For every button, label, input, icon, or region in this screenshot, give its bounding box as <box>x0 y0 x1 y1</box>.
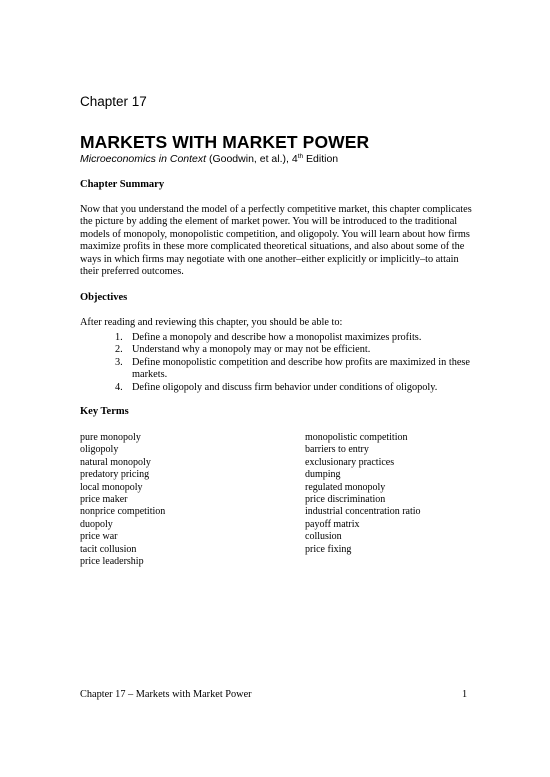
key-terms-row <box>80 519 480 531</box>
objective-number: 4. <box>115 381 123 393</box>
key-term: dumping <box>305 469 341 481</box>
summary-heading: Chapter Summary <box>80 179 165 190</box>
objective-item <box>80 382 480 394</box>
key-terms-row <box>80 457 480 469</box>
subtitle <box>80 153 338 165</box>
key-term: exclusionary practices <box>305 456 395 468</box>
key-term: payoff matrix <box>305 518 360 530</box>
key-term: nonprice competition <box>80 506 166 518</box>
objective-text: Understand why a monopoly may or may not be efficient. <box>132 344 371 356</box>
key-terms-row <box>80 506 480 518</box>
key-terms-row <box>80 531 480 543</box>
edition-superscript: th <box>297 153 304 160</box>
key-term: price discrimination <box>305 493 386 505</box>
objectives-heading: Objectives <box>80 292 128 303</box>
objective-number: 2. <box>115 344 123 356</box>
objective-item <box>80 332 480 344</box>
chapter-label: Chapter 17 <box>80 94 147 109</box>
key-terms-row <box>80 544 480 556</box>
key-term: price leadership <box>80 555 144 567</box>
key-term: barriers to entry <box>305 444 369 456</box>
page-number: 1 <box>462 689 468 700</box>
objective-item <box>80 344 480 356</box>
key-terms-list <box>80 432 480 568</box>
key-term: price maker <box>80 493 128 505</box>
page-title: MARKETS WITH MARKET POWER <box>80 132 370 152</box>
objective-text: Define oligopoly and discuss firm behavior under conditions of oligopoly. <box>132 381 438 393</box>
key-term: duopoly <box>80 518 113 530</box>
key-terms-row <box>80 556 480 568</box>
key-term: monopolistic competition <box>305 432 408 443</box>
objective-number: 1. <box>115 332 123 343</box>
footer-chapter-title: Chapter 17 – Markets with Market Power <box>80 689 252 700</box>
key-term: price war <box>80 531 118 543</box>
key-terms-row <box>80 432 480 444</box>
key-terms-row <box>80 482 480 494</box>
objective-item <box>80 357 480 382</box>
key-term: price fixing <box>305 543 352 555</box>
key-terms-row <box>80 494 480 506</box>
key-terms-heading: Key Terms <box>80 406 129 417</box>
objective-text: Define monopolistic competition and describe how profits are maximized in these markets. <box>132 356 470 381</box>
summary-text: Now that you understand the model of a perfectly competitive market, this chapter complicates the picture by adding the element of market power. You will be introduced to the traditional models of monopoly, monopolistic competition, and oligopoly. You will learn about how firms maximize profits in these more complicated theoretical situations, and also about some of the ways in which firms may negotiate with one another–either explicitly or implicitly–to attain their preferred outcomes. <box>80 204 472 278</box>
key-term: natural monopoly <box>80 456 151 468</box>
objectives-list <box>80 332 480 394</box>
key-term: regulated monopoly <box>305 481 386 493</box>
key-term: predatory pricing <box>80 469 150 481</box>
authors-edition: (Goodwin, et al.), 4 <box>208 153 298 165</box>
objective-text: Define a monopoly and describe how a monopolist maximizes profits. <box>132 332 422 343</box>
objectives-intro: After reading and reviewing this chapter, you should be able to: <box>80 317 343 328</box>
key-term: pure monopoly <box>80 432 141 443</box>
book-title: Microeconomics in Context <box>80 153 207 165</box>
objective-number: 3. <box>115 356 123 368</box>
key-term: oligopoly <box>80 444 119 456</box>
key-term: local monopoly <box>80 481 143 493</box>
edition-word: Edition <box>306 153 339 165</box>
key-terms-row <box>80 469 480 481</box>
key-term: industrial concentration ratio <box>305 506 421 518</box>
key-term: collusion <box>305 531 342 543</box>
key-terms-row <box>80 444 480 456</box>
key-term: tacit collusion <box>80 543 137 555</box>
